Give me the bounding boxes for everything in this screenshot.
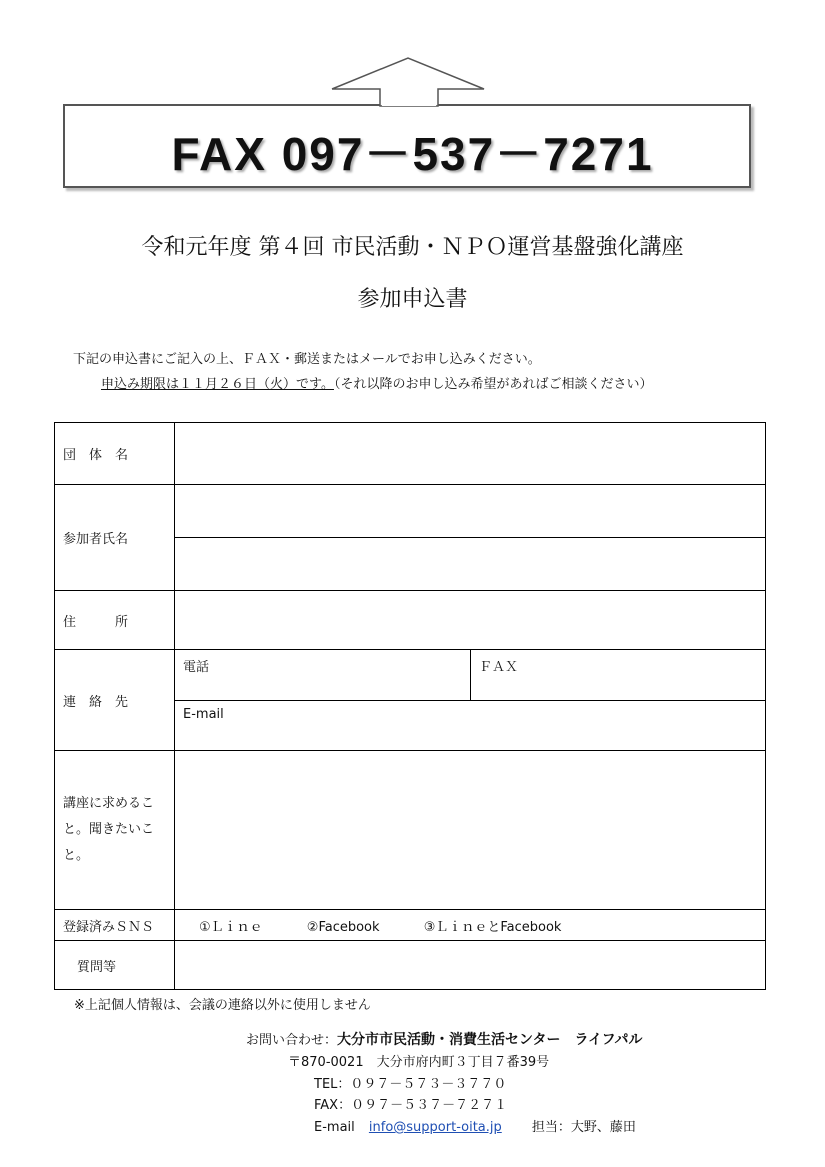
participant-name-field-2[interactable]	[175, 538, 766, 591]
sns-option-facebook[interactable]: ②Facebook	[306, 919, 380, 935]
participant-name-field-1[interactable]	[175, 485, 766, 538]
phone-field[interactable]: 電話	[175, 650, 471, 701]
questions-label: 質問等	[55, 941, 175, 990]
contact-email-label: E-mail	[314, 1120, 355, 1135]
contact-org: 大分市市民活動・消費生活センター ライフパル	[337, 1032, 643, 1048]
email-field[interactable]: E-mail	[175, 701, 766, 751]
questions-field[interactable]	[175, 941, 766, 990]
contact-prefix: お問い合わせ：	[246, 1033, 338, 1048]
participant-name-label: 参加者氏名	[55, 485, 175, 591]
contact-email-line	[314, 1116, 636, 1135]
sns-option-line[interactable]: ①Ｌｉｎｅ	[199, 919, 263, 935]
contact-org-line	[246, 1029, 643, 1049]
contact-label: 連 絡 先	[55, 650, 175, 751]
sns-option-both[interactable]: ③ＬｉｎｅとFacebook	[423, 919, 562, 935]
deadline-note: （それ以降のお申し込み希望があればご相談ください）	[333, 377, 653, 392]
fax-number: FAX 097－537－7271	[171, 128, 654, 180]
deadline: 申込み期限は１１月２６日（火）です。	[101, 377, 334, 392]
contact-email-link[interactable]: info@support-oita.jp	[368, 1120, 502, 1135]
up-arrow-icon	[330, 56, 490, 108]
org-name-field[interactable]	[175, 423, 766, 485]
page-title: 令和元年度 第４回 市民活動・ＮＰＯ運営基盤強化講座	[141, 235, 684, 260]
org-name-label: 団 体 名	[55, 423, 175, 485]
page-subtitle: 参加申込書	[357, 287, 468, 312]
address-field[interactable]	[175, 591, 766, 650]
address-label: 住 所	[55, 591, 175, 650]
requests-field[interactable]	[175, 751, 766, 910]
requests-label: 講座に求めること。聞きたいこと。	[55, 751, 175, 910]
contact-postal: 〒870-0021 大分市府内町３丁目７番39号	[288, 1055, 550, 1070]
fax-field[interactable]: ＦＡＸ	[471, 650, 766, 701]
privacy-note: ※上記個人情報は、会議の連絡以外に使用しません	[74, 998, 371, 1013]
contact-tel: TEL：０９７－５７３－３７７０	[314, 1077, 507, 1092]
contact-staff: 担当：大野、藤田	[531, 1120, 636, 1135]
application-form	[54, 422, 766, 990]
contact-fax: FAX：０９７－５３７－７２７１	[314, 1098, 508, 1113]
intro-text: 下記の申込書にご記入の上、ＦＡＸ・郵送またはメールでお申し込みください。	[73, 352, 541, 367]
sns-options	[175, 910, 766, 941]
sns-label: 登録済みＳＮＳ	[55, 910, 175, 941]
deadline-text	[101, 373, 652, 392]
